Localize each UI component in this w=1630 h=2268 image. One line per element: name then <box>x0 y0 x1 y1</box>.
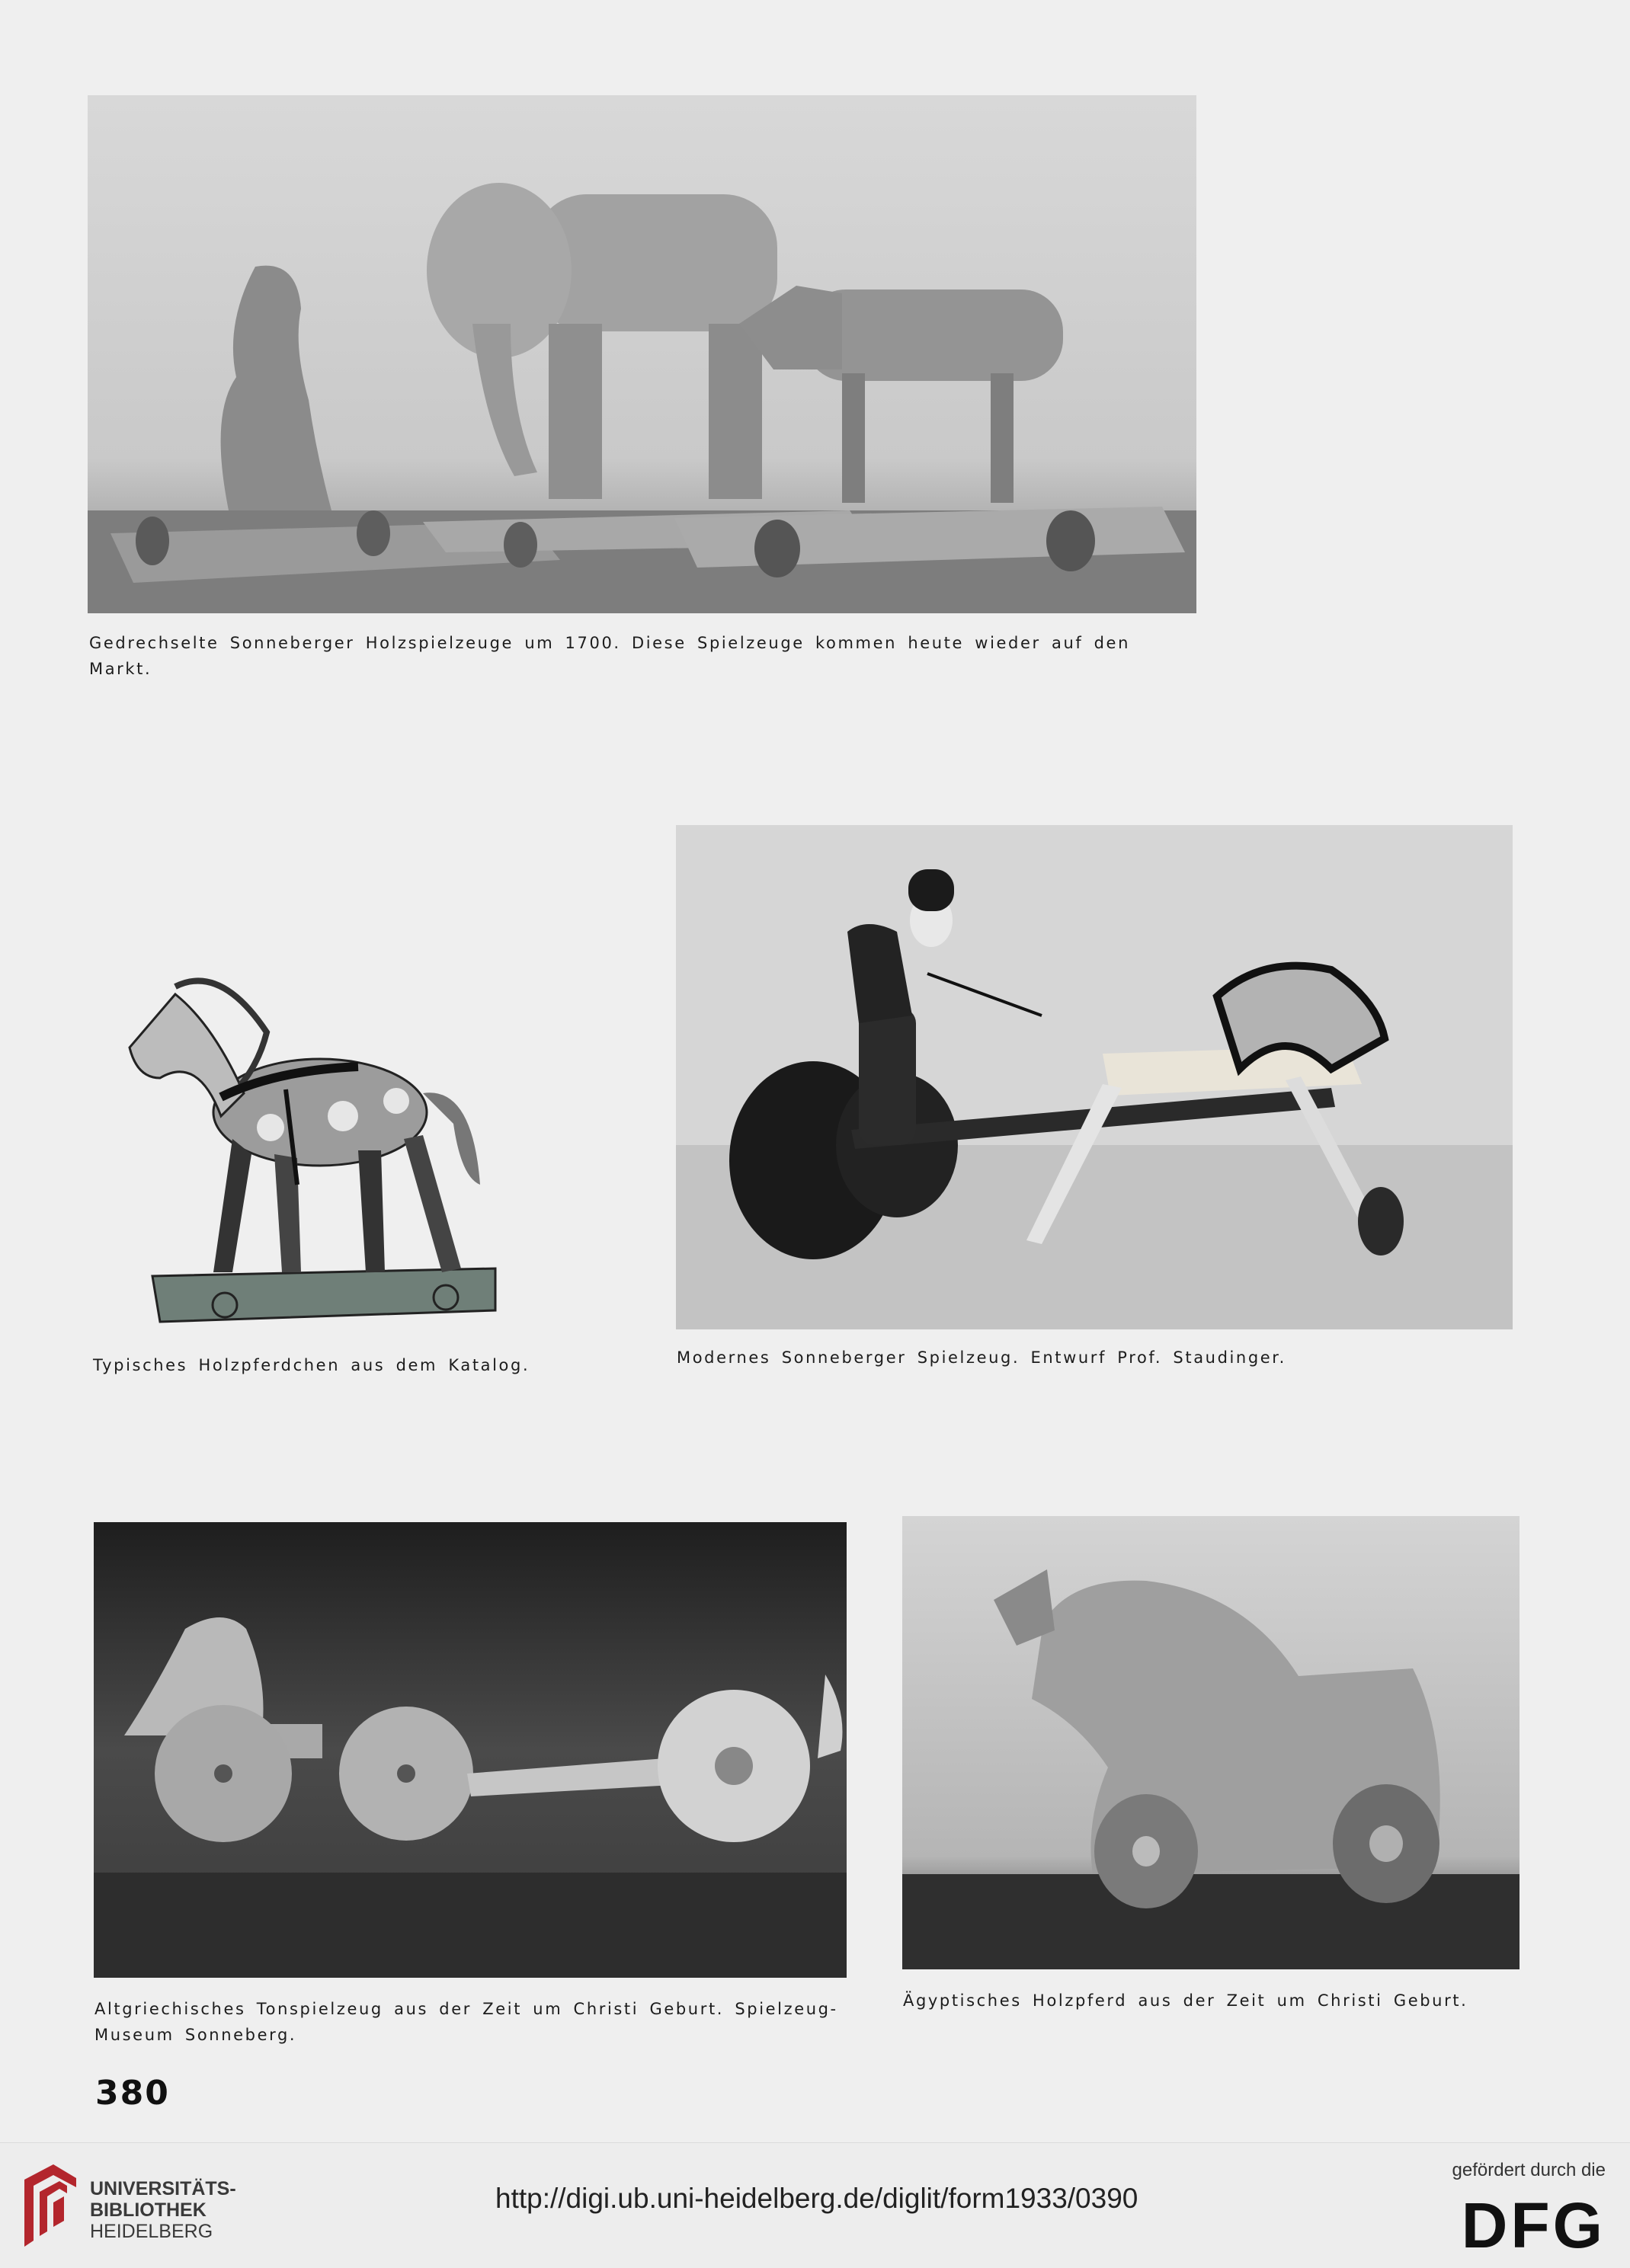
caption-greek-clay-toy: Altgriechisches Tonspielzeug aus der Zeit um Christi Geburt. Spielzeug-Museum Sonneberg. <box>94 2000 838 2044</box>
library-name-line1: UNIVERSITÄTS- <box>90 2178 236 2199</box>
page-number: 380 <box>95 2074 170 2113</box>
footer <box>0 2142 1630 2268</box>
caption-modern-toy: Modernes Sonneberger Spielzeug. Entwurf Prof. Staudinger. <box>677 1348 1286 1367</box>
library-name-line2: BIBLIOTHEK <box>90 2199 207 2221</box>
caption-egyptian-wooden-horse: Ägyptisches Holzpferd aus der Zeit um Christi Geburt. <box>903 1991 1468 2010</box>
photo-modern-toy <box>676 825 1513 1329</box>
university-library-name <box>90 2178 236 2242</box>
photo-greek-clay-toy <box>94 1522 847 1978</box>
university-library-logo-icon <box>17 2164 76 2248</box>
illustration-catalog-horse <box>107 933 514 1337</box>
caption-catalog-horse: Typisches Holzpferdchen aus dem Katalog. <box>93 1356 530 1374</box>
dfg-logo: DFG <box>1461 2190 1606 2261</box>
photo-egyptian-wooden-horse <box>902 1516 1520 1969</box>
library-name-line3: HEIDELBERG <box>90 2221 213 2242</box>
funded-by-label: gefördert durch die <box>1452 2160 1606 2180</box>
caption-wooden-animals: Gedrechselte Sonneberger Holzspielzeuge um 1700. Diese Spielzeuge kommen heute wieder auf den Markt. <box>89 634 1130 678</box>
source-url-link[interactable]: http://digi.ub.uni-heidelberg.de/diglit/form1933/0390 <box>495 2183 1138 2214</box>
photo-wooden-animals <box>88 95 1196 613</box>
